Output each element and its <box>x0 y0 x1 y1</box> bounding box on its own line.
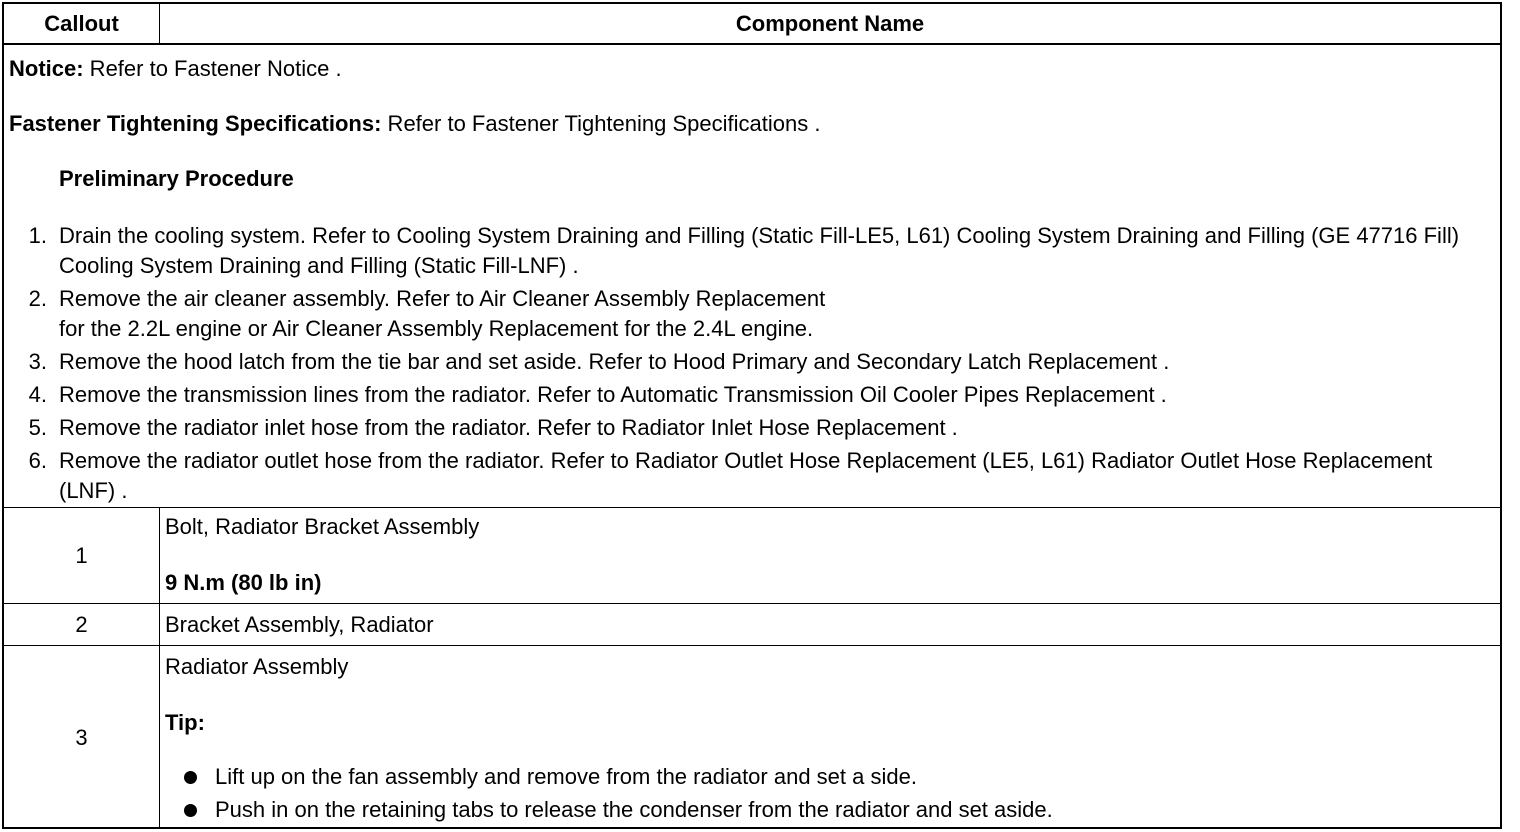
component-name: Bolt, Radiator Bracket Assembly <box>165 514 480 539</box>
callout-cell: 3 <box>75 724 88 750</box>
fastener-spec-text: Refer to Fastener Tightening Specifications . <box>381 111 821 136</box>
procedure-step <box>9 284 1489 344</box>
step-text: Remove the radiator inlet hose from the radiator. Refer to Radiator Inlet Hose Replacement . <box>59 415 958 440</box>
callout-cell: 2 <box>75 611 88 637</box>
step-text-continued: for the 2.2L engine or Air Cleaner Assembly Replacement for the 2.4L engine. <box>59 316 814 341</box>
step-number: 1. <box>28 223 47 248</box>
column-divider <box>159 507 160 829</box>
procedure-step <box>9 413 1489 443</box>
step-number: 3. <box>28 349 47 374</box>
procedure-step <box>9 221 1489 281</box>
step-text: Remove the transmission lines from the radiator. Refer to Automatic Transmission Oil Cooler Pipes Replacement . <box>59 382 1167 407</box>
torque-spec: 9 N.m (80 lb in) <box>165 570 322 595</box>
preliminary-procedure-title: Preliminary Procedure <box>59 166 294 191</box>
callout-column-header: Callout <box>44 11 119 36</box>
fastener-spec-line <box>9 111 820 137</box>
step-text: Remove the hood latch from the tie bar and set aside. Refer to Hood Primary and Secondary Latch Replacement . <box>59 349 1170 374</box>
tip-label: Tip: <box>165 710 205 735</box>
step-number: 2. <box>28 286 47 311</box>
procedure-step <box>9 347 1489 377</box>
step-text: Remove the radiator outlet hose from the radiator. Refer to Radiator Outlet Hose Replacement (LE5, L61) Radiator Outlet Hose Replacement (LNF) . <box>59 448 1433 503</box>
bullet-icon <box>184 771 197 784</box>
component-cell <box>165 654 1492 828</box>
step-number: 5. <box>28 415 47 440</box>
notice-line <box>9 56 342 82</box>
component-cell <box>165 514 1492 596</box>
component-cell <box>165 612 1492 638</box>
step-number: 4. <box>28 382 47 407</box>
tip-list <box>165 762 1492 825</box>
procedure-step <box>9 380 1489 410</box>
row-separator <box>4 603 1500 604</box>
tip-text: Lift up on the fan assembly and remove from the radiator and set a side. <box>215 764 917 789</box>
step-text: Drain the cooling system. Refer to Cooling System Draining and Filling (Static Fill-LE5, L61) Cooling System Draining and Filling (GE 47716 Fill) Cooling System Draining and Filling (Static Fill-LNF) . <box>59 223 1460 278</box>
header-separator <box>4 43 1500 45</box>
callout-cell: 1 <box>75 542 88 568</box>
row-separator <box>4 507 1500 508</box>
row-separator <box>4 645 1500 646</box>
fastener-spec-label: Fastener Tightening Specifications: <box>9 111 382 136</box>
step-number: 6. <box>28 448 47 473</box>
component-name: Radiator Assembly <box>165 654 349 679</box>
procedure-steps <box>9 221 1489 509</box>
component-table <box>2 2 1502 829</box>
step-text: Remove the air cleaner assembly. Refer to Air Cleaner Assembly Replacement <box>59 286 826 311</box>
bullet-icon <box>184 804 197 817</box>
header-divider <box>159 4 160 44</box>
procedure-step <box>9 446 1489 506</box>
component-name-column-header: Component Name <box>735 11 925 36</box>
tip-item <box>165 762 1492 792</box>
tip-text: Push in on the retaining tabs to release the condenser from the radiator and set aside. <box>215 797 1053 822</box>
notice-label: Notice: <box>9 56 84 81</box>
notice-text: Refer to Fastener Notice . <box>83 56 342 81</box>
tip-item <box>165 795 1492 825</box>
component-name: Bracket Assembly, Radiator <box>165 612 434 637</box>
